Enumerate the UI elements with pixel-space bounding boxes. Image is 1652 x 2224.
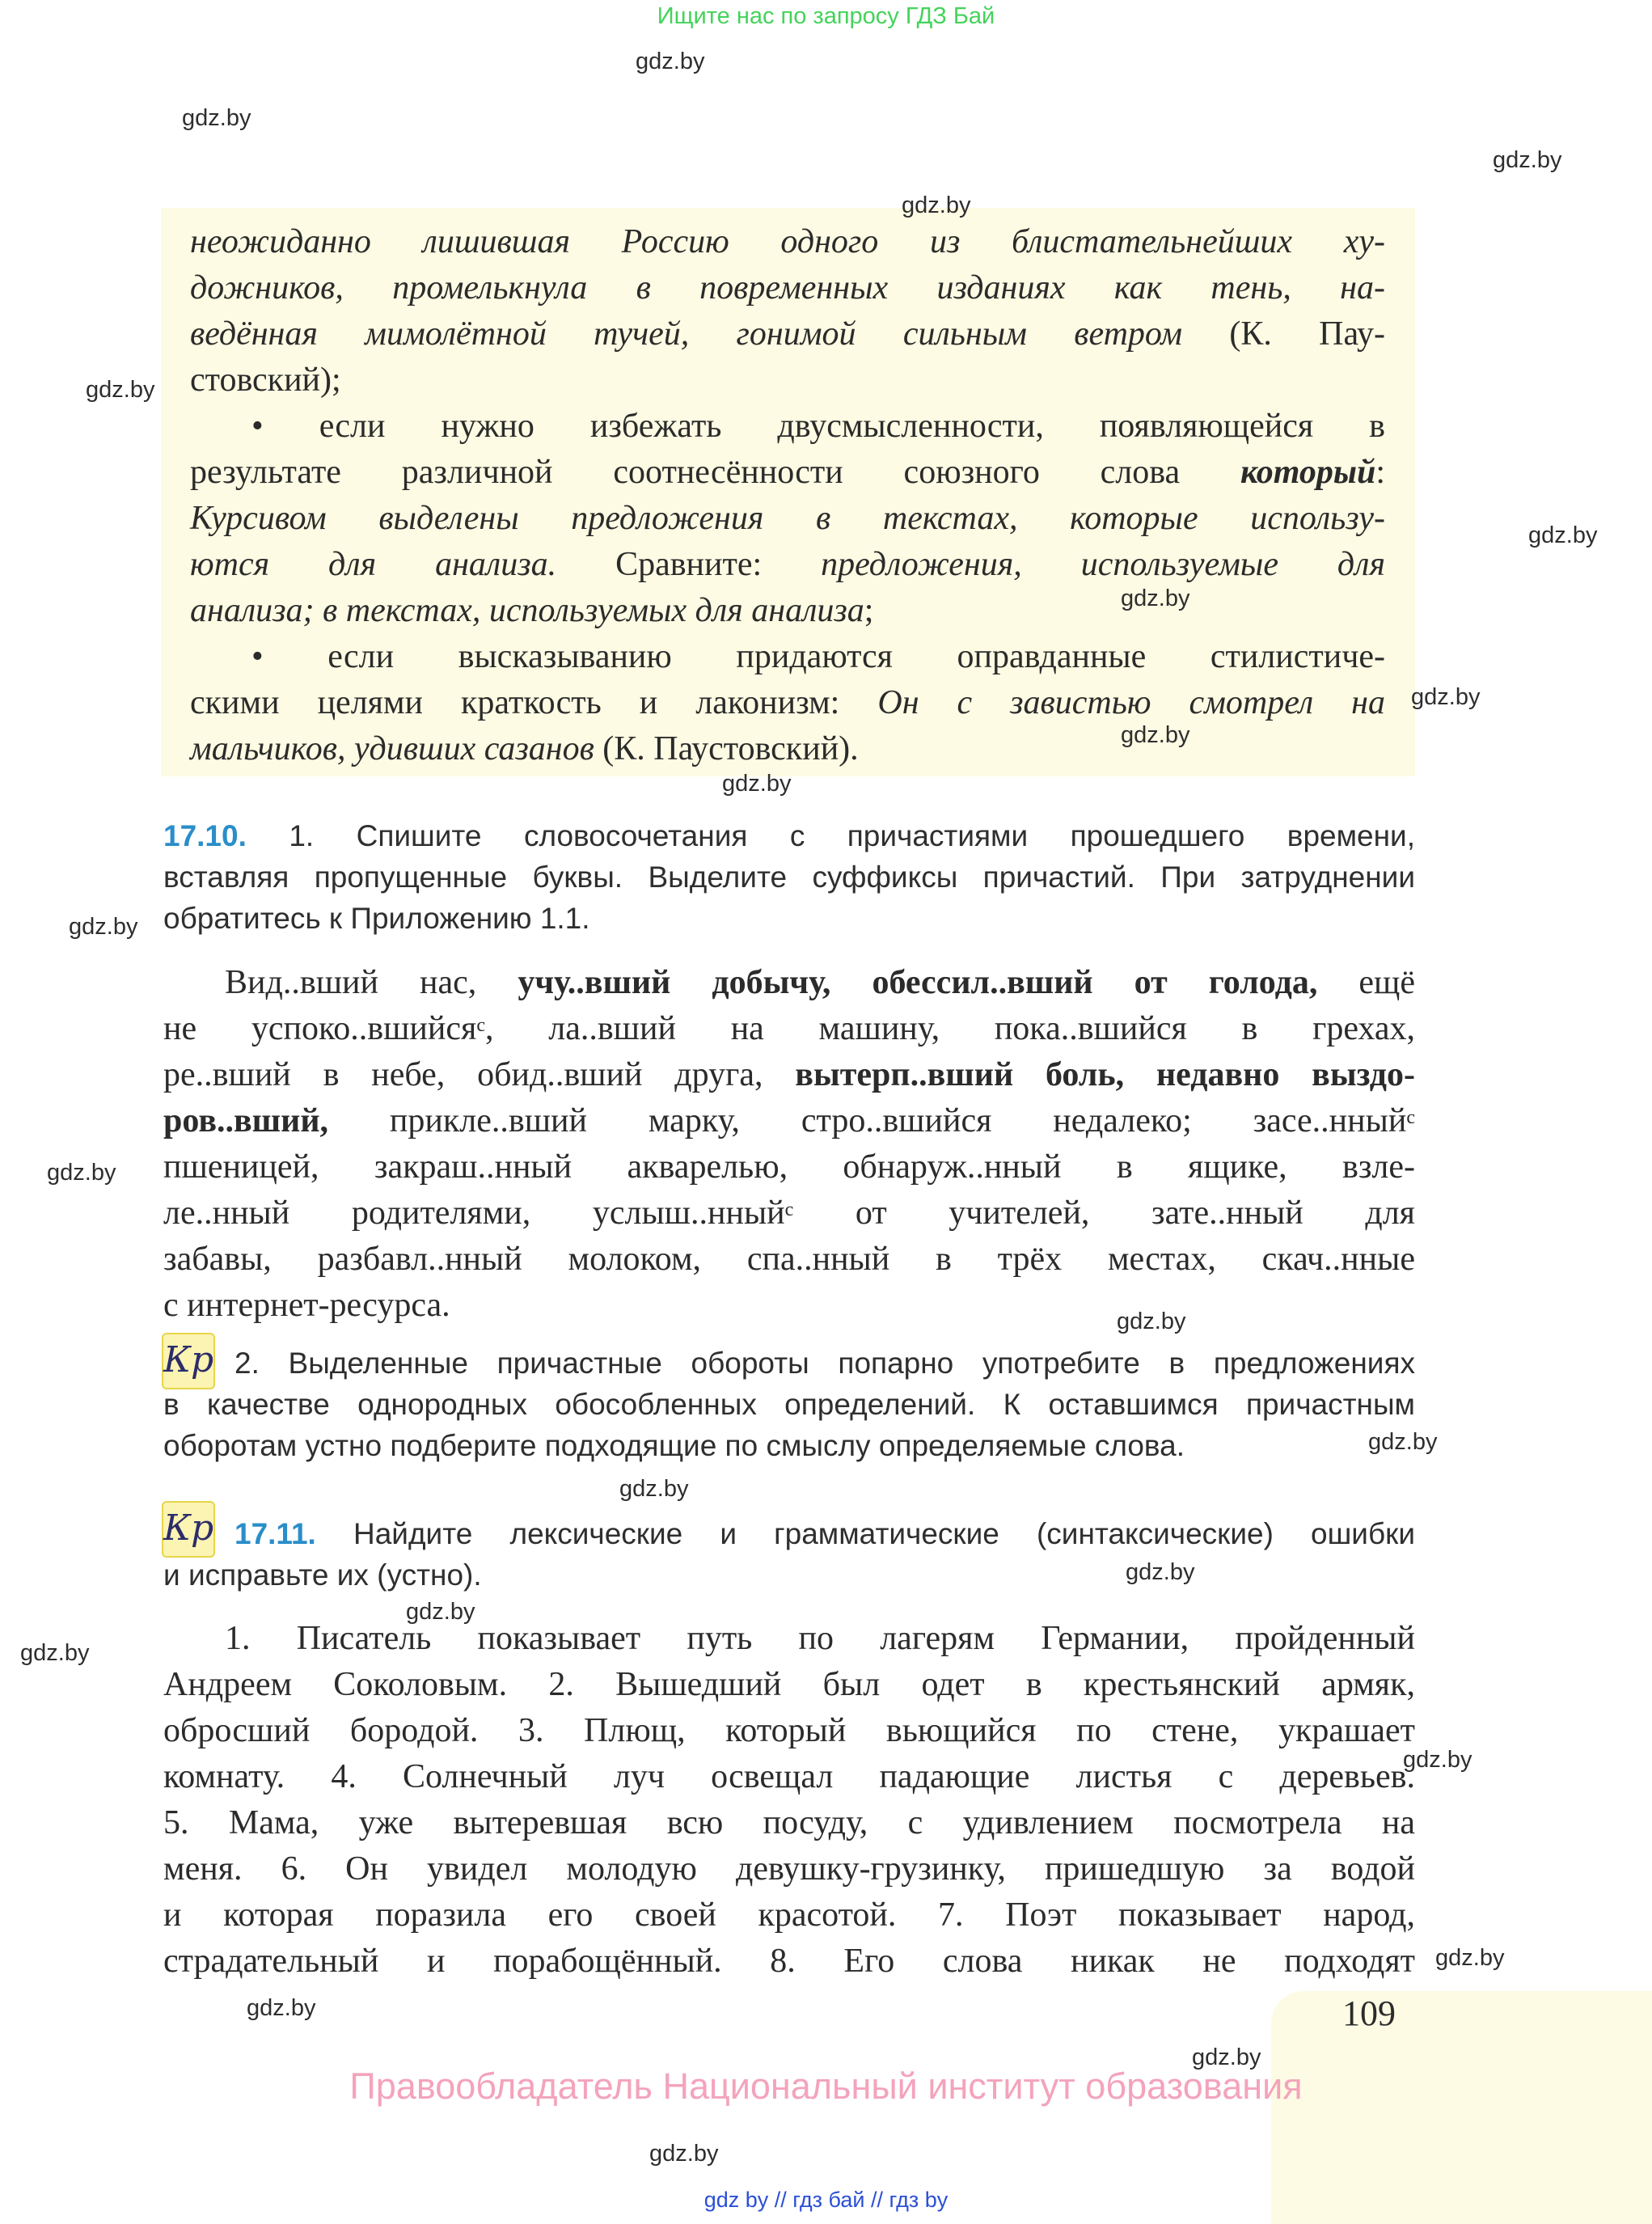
text-run: Курсивом выделены предложения в текстах, которые использу- bbox=[190, 500, 1385, 537]
text-line bbox=[190, 265, 1385, 311]
watermark: gdz.by bbox=[1368, 1429, 1438, 1455]
watermark: gdz.by bbox=[1403, 1747, 1472, 1773]
text-run: мальчиков, удивших сазанов bbox=[190, 730, 594, 767]
task-line: и исправьте их (устно). bbox=[163, 1558, 482, 1592]
kr-icon: Кр bbox=[162, 1501, 215, 1558]
watermark: gdz.by bbox=[69, 914, 138, 940]
text-run: ются для анализа. bbox=[190, 546, 557, 583]
text-run: не успоко..вшийся bbox=[163, 1010, 477, 1047]
text-run: учу..вший добычу, обессил..вший от голода, bbox=[518, 964, 1318, 1001]
watermark: gdz.by bbox=[649, 2141, 719, 2167]
watermark: gdz.by bbox=[86, 377, 155, 403]
superscript-mark: с bbox=[784, 1199, 794, 1220]
text-run: который bbox=[1240, 454, 1376, 491]
text-line bbox=[163, 1144, 1415, 1190]
text-run: • если нужно избежать двусмысленности, появляющейся в bbox=[251, 408, 1385, 445]
sentence-line: обросший бородой. 3. Плющ, который вьющийся по стене, украшает bbox=[163, 1712, 1415, 1749]
text-run: , ла..вший на машину, пока..вшийся в грехах, bbox=[485, 1010, 1416, 1047]
watermark: gdz.by bbox=[47, 1160, 116, 1186]
text-run: : bbox=[1375, 454, 1385, 491]
text-line bbox=[163, 960, 1415, 1006]
rules-text-block bbox=[190, 219, 1385, 772]
text-run: Сравните: bbox=[556, 546, 822, 583]
text-line bbox=[190, 496, 1385, 542]
text-run: вытерп..вший боль, недавно выздо- bbox=[795, 1056, 1415, 1093]
text-run: забавы, разбавл..нный молоком, спа..нный в трёх местах, скач..нные bbox=[163, 1241, 1415, 1278]
task-line: в качестве однородных обособленных определений. К оставшимся причастным bbox=[163, 1388, 1415, 1421]
text-line bbox=[190, 634, 1385, 680]
watermark: gdz.by bbox=[1493, 147, 1562, 173]
text-line bbox=[190, 726, 1385, 772]
watermark: gdz.by bbox=[722, 771, 792, 797]
text-line bbox=[163, 1283, 1415, 1329]
text-line bbox=[163, 1098, 1415, 1144]
exercise-17-10-words bbox=[163, 960, 1415, 1329]
text-run: ; bbox=[864, 592, 874, 629]
exercise-17-10-task2 bbox=[163, 1342, 1415, 1466]
sentence-line: меня. 6. Он увидел молодую девушку-грузинку, пришедшую за водой bbox=[163, 1850, 1415, 1888]
text-run: ещё bbox=[1317, 964, 1416, 1001]
text-line bbox=[190, 219, 1385, 265]
text-run: ре..вший в небе, обид..вший друга, bbox=[163, 1056, 796, 1093]
copyright-notice: Правообладатель Национальный институт образования bbox=[349, 2065, 1303, 2107]
sentence-line: Андреем Соколовым. 2. Вышедший был одет в крестьянский армяк, bbox=[163, 1666, 1415, 1703]
text-run: предложения, используемые для bbox=[821, 546, 1386, 583]
text-run: с интернет-ресурса. bbox=[163, 1287, 450, 1324]
task-line: оборотам устно подберите подходящие по смыслу определяемые слова. bbox=[163, 1429, 1185, 1462]
sentence-line: 1. Писатель показывает путь по лагерям Германии, пройденный bbox=[225, 1620, 1415, 1657]
text-run: стовский); bbox=[190, 362, 341, 399]
text-run: • если высказыванию придаются оправданные стилистиче- bbox=[251, 638, 1385, 675]
watermark: gdz.by bbox=[20, 1640, 90, 1666]
text-run: скими целями краткость и лаконизм: bbox=[190, 684, 878, 721]
watermark: gdz.by bbox=[247, 1995, 316, 2021]
bottom-links[interactable]: gdz by // гдз бай // гдз by bbox=[703, 2188, 949, 2212]
exercise-17-11-sentences bbox=[163, 1616, 1415, 1985]
page-number: 109 bbox=[1342, 1994, 1396, 2033]
exercise-number: 17.10. bbox=[163, 819, 247, 852]
task-line: Найдите лексические и грамматические (синтаксические) ошибки bbox=[353, 1517, 1416, 1550]
text-line bbox=[163, 1006, 1415, 1052]
task-line: вставляя пропущенные буквы. Выделите суффиксы причастий. При затруднении bbox=[163, 860, 1415, 894]
task-line: 1. Спишите словосочетания с причастиями прошедшего времени, bbox=[289, 819, 1415, 852]
text-line bbox=[190, 357, 1385, 404]
text-run: Он с завистью смотрел на bbox=[877, 684, 1385, 721]
text-run: результате различной соотнесённости союзного слова bbox=[190, 454, 1241, 491]
text-line bbox=[190, 588, 1385, 634]
text-run: Вид..вший нас, bbox=[225, 964, 518, 1001]
watermark: gdz.by bbox=[182, 105, 251, 131]
watermark: gdz.by bbox=[1121, 586, 1190, 611]
text-run: неожиданно лишившая Россию одного из блистательнейших ху- bbox=[190, 223, 1385, 260]
watermark: gdz.by bbox=[636, 49, 705, 74]
text-run: ле..нный родителями, услыш..нный bbox=[163, 1194, 785, 1232]
exercise-17-11-task bbox=[163, 1513, 1415, 1596]
text-line bbox=[190, 542, 1385, 588]
text-line bbox=[190, 680, 1385, 726]
text-run: от учителей, зате..нный для bbox=[793, 1194, 1415, 1232]
text-run: (К. Пау- bbox=[1182, 315, 1386, 353]
text-line bbox=[190, 311, 1385, 357]
watermark: gdz.by bbox=[1411, 684, 1481, 710]
sentence-line: страдательный и порабощённый. 8. Его слова никак не подходят bbox=[163, 1943, 1415, 1980]
watermark: gdz.by bbox=[1126, 1559, 1195, 1585]
text-run: ров..вший, bbox=[163, 1102, 329, 1139]
text-line bbox=[163, 1190, 1415, 1237]
text-run: (К. Паустовский). bbox=[594, 730, 859, 767]
text-run: пшеницей, закраш..нный акварелью, обнаруж..нный в ящике, взле- bbox=[163, 1148, 1415, 1186]
sentence-line: 5. Мама, уже вытеревшая всю посуду, с удивлением посмотрела на bbox=[163, 1804, 1415, 1841]
superscript-mark: с bbox=[1406, 1107, 1415, 1128]
watermark: gdz.by bbox=[619, 1476, 689, 1502]
watermark: gdz.by bbox=[1528, 522, 1598, 548]
watermark: gdz.by bbox=[1435, 1945, 1505, 1971]
text-run: прикле..вший марку, стро..вшийся недалеко; засе..нный bbox=[328, 1102, 1407, 1139]
watermark: gdz.by bbox=[406, 1599, 475, 1625]
text-line bbox=[190, 404, 1385, 450]
text-run: дожников, промелькнула в повременных изданиях как тень, на- bbox=[190, 269, 1385, 307]
sentence-line: и которая поразила его своей красотой. 7. Поэт показывает народ, bbox=[163, 1896, 1415, 1934]
text-line bbox=[163, 1052, 1415, 1098]
top-banner[interactable]: Ищите нас по запросу ГДЗ Бай bbox=[657, 3, 995, 29]
exercise-number: 17.11. bbox=[234, 1517, 316, 1550]
task-line: 2. Выделенные причастные обороты попарно употребите в предложениях bbox=[234, 1347, 1415, 1380]
sentence-line: комнату. 4. Солнечный луч освещал падающие листья с деревьев. bbox=[163, 1758, 1415, 1795]
text-line bbox=[163, 1237, 1415, 1283]
watermark: gdz.by bbox=[1117, 1309, 1186, 1334]
text-run: анализа; в текстах, используемых для анализа bbox=[190, 592, 864, 629]
watermark: gdz.by bbox=[1121, 722, 1190, 748]
kr-icon: Кр bbox=[162, 1333, 215, 1389]
exercise-17-10-task1 bbox=[163, 815, 1415, 939]
text-run: ведённая мимолётной тучей, гонимой сильным ветром bbox=[190, 315, 1183, 353]
task-line: обратитесь к Приложению 1.1. bbox=[163, 902, 590, 935]
watermark: gdz.by bbox=[902, 192, 971, 218]
superscript-mark: с bbox=[476, 1015, 485, 1036]
text-line bbox=[190, 450, 1385, 496]
watermark: gdz.by bbox=[1192, 2044, 1261, 2070]
